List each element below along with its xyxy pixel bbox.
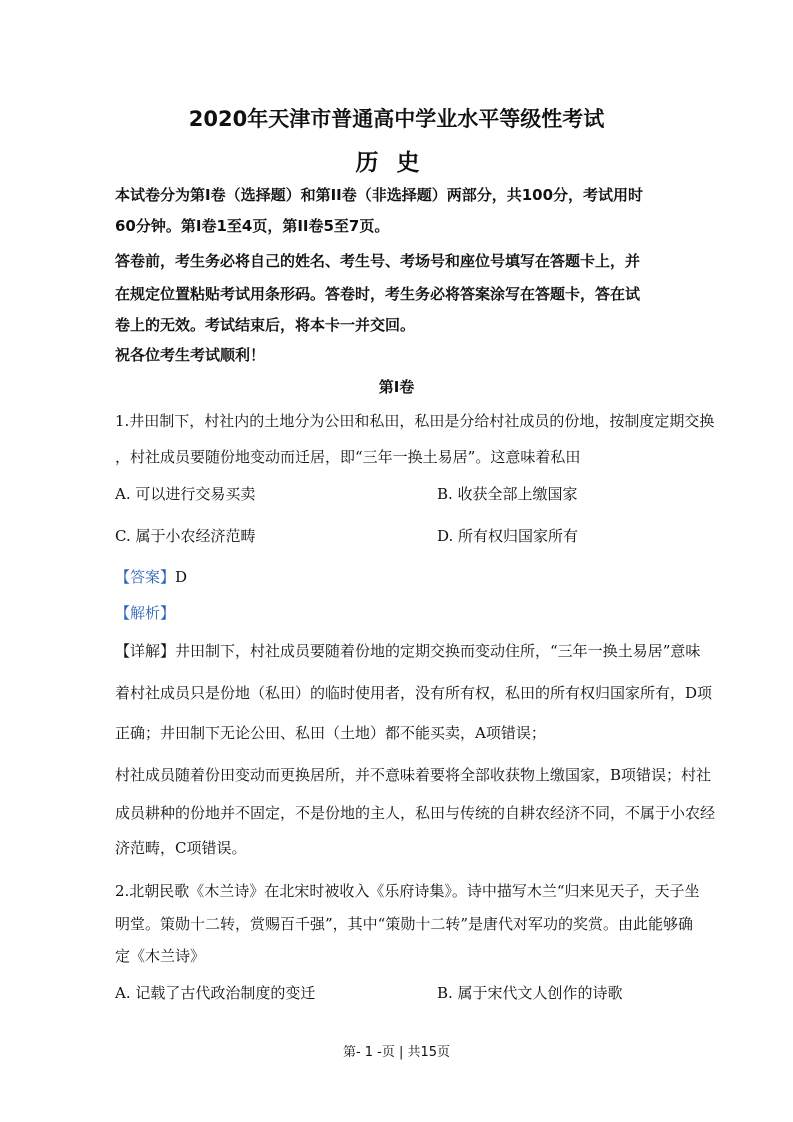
analysis-tag: 【解析】 [115,604,176,622]
option-b: B. 属于宋代文人创作的诗歌 [437,984,623,1002]
page-footer: 第- 1 -页 | 共15页 [342,1045,451,1060]
detail-line: 正确；井田制下无论公田、私田（土地）都不能买卖，A项错误； [115,724,546,742]
instruction-line: 答卷前，考生务必将自己的姓名、考生号、考场号和座位号填写在答题卡上，并 [115,252,641,270]
question-stem: 1.井田制下，村社内的土地分为公田和私田，私田是分给村社成员的份地，按制度定期交换 [115,412,715,430]
question-stem: 定《木兰诗》 [115,947,206,965]
instruction-line: 祝各位考生考试顺利！ [115,346,266,364]
option-a: A. 可以进行交易买卖 [115,485,256,503]
option-d: D. 所有权归国家所有 [437,527,579,545]
detail-line [115,640,701,661]
exam-title: 2020年天津市普通高中学业水平等级性考试 [188,107,605,131]
option-c: C. 属于小农经济范畴 [115,527,256,545]
section-title: 第I卷 [378,378,415,396]
question-stem: ，村社成员要随份地变动而迁居，即“三年一换土易居”。这意味着私田 [115,448,581,466]
instruction-line: 本试卷分为第I卷（选择题）和第II卷（非选择题）两部分，共100分，考试用时 [115,186,644,204]
instruction-line: 在规定位置粘贴考试用条形码。答卷时，考生务必将答案涂写在答题卡，答在试 [115,285,641,303]
option-a: A. 记载了古代政治制度的变迁 [115,984,316,1002]
instruction-line: 卷上的无效。考试结束后，将本卡一并交回。 [115,316,416,334]
detail-line: 着村社成员只是份地（私田）的临时使用者，没有所有权，私田的所有权归国家所有，D项 [115,684,713,702]
detail-line: 村社成员随着份田变动而更换居所，并不意味着要将全部收获物上缴国家，B项错误；村社 [115,766,712,784]
question-stem: 2.北朝民歌《木兰诗》在北宋时被收入《乐府诗集》。诗中描写木兰“归来见天子，天子坐 [115,882,700,900]
option-b: B. 收获全部上缴国家 [437,485,578,503]
question-stem: 明堂。策勋十二转，赏赐百千强”，其中“策勋十二转”是唐代对军功的奖赏。由此能够确 [115,915,694,933]
answer-tag: 【答案】 [115,568,176,586]
answer-value: D [175,568,188,586]
detail-line: 成员耕种的份地并不固定，不是份地的主人，私田与传统的自耕农经济不同，不属于小农经 [115,804,716,822]
detail-text: 井田制下，村社成员要随着份地的定期交换而变动住所，“三年一换土易居”意味 [175,642,701,660]
subject-title: 历史 [355,150,438,176]
instruction-line: 60分钟。第I卷1至4页，第II卷5至7页。 [115,217,390,235]
detail-tag: 【详解】 [115,642,176,660]
detail-line: 济范畴，C项错误。 [115,839,247,857]
answer-line [115,566,685,587]
